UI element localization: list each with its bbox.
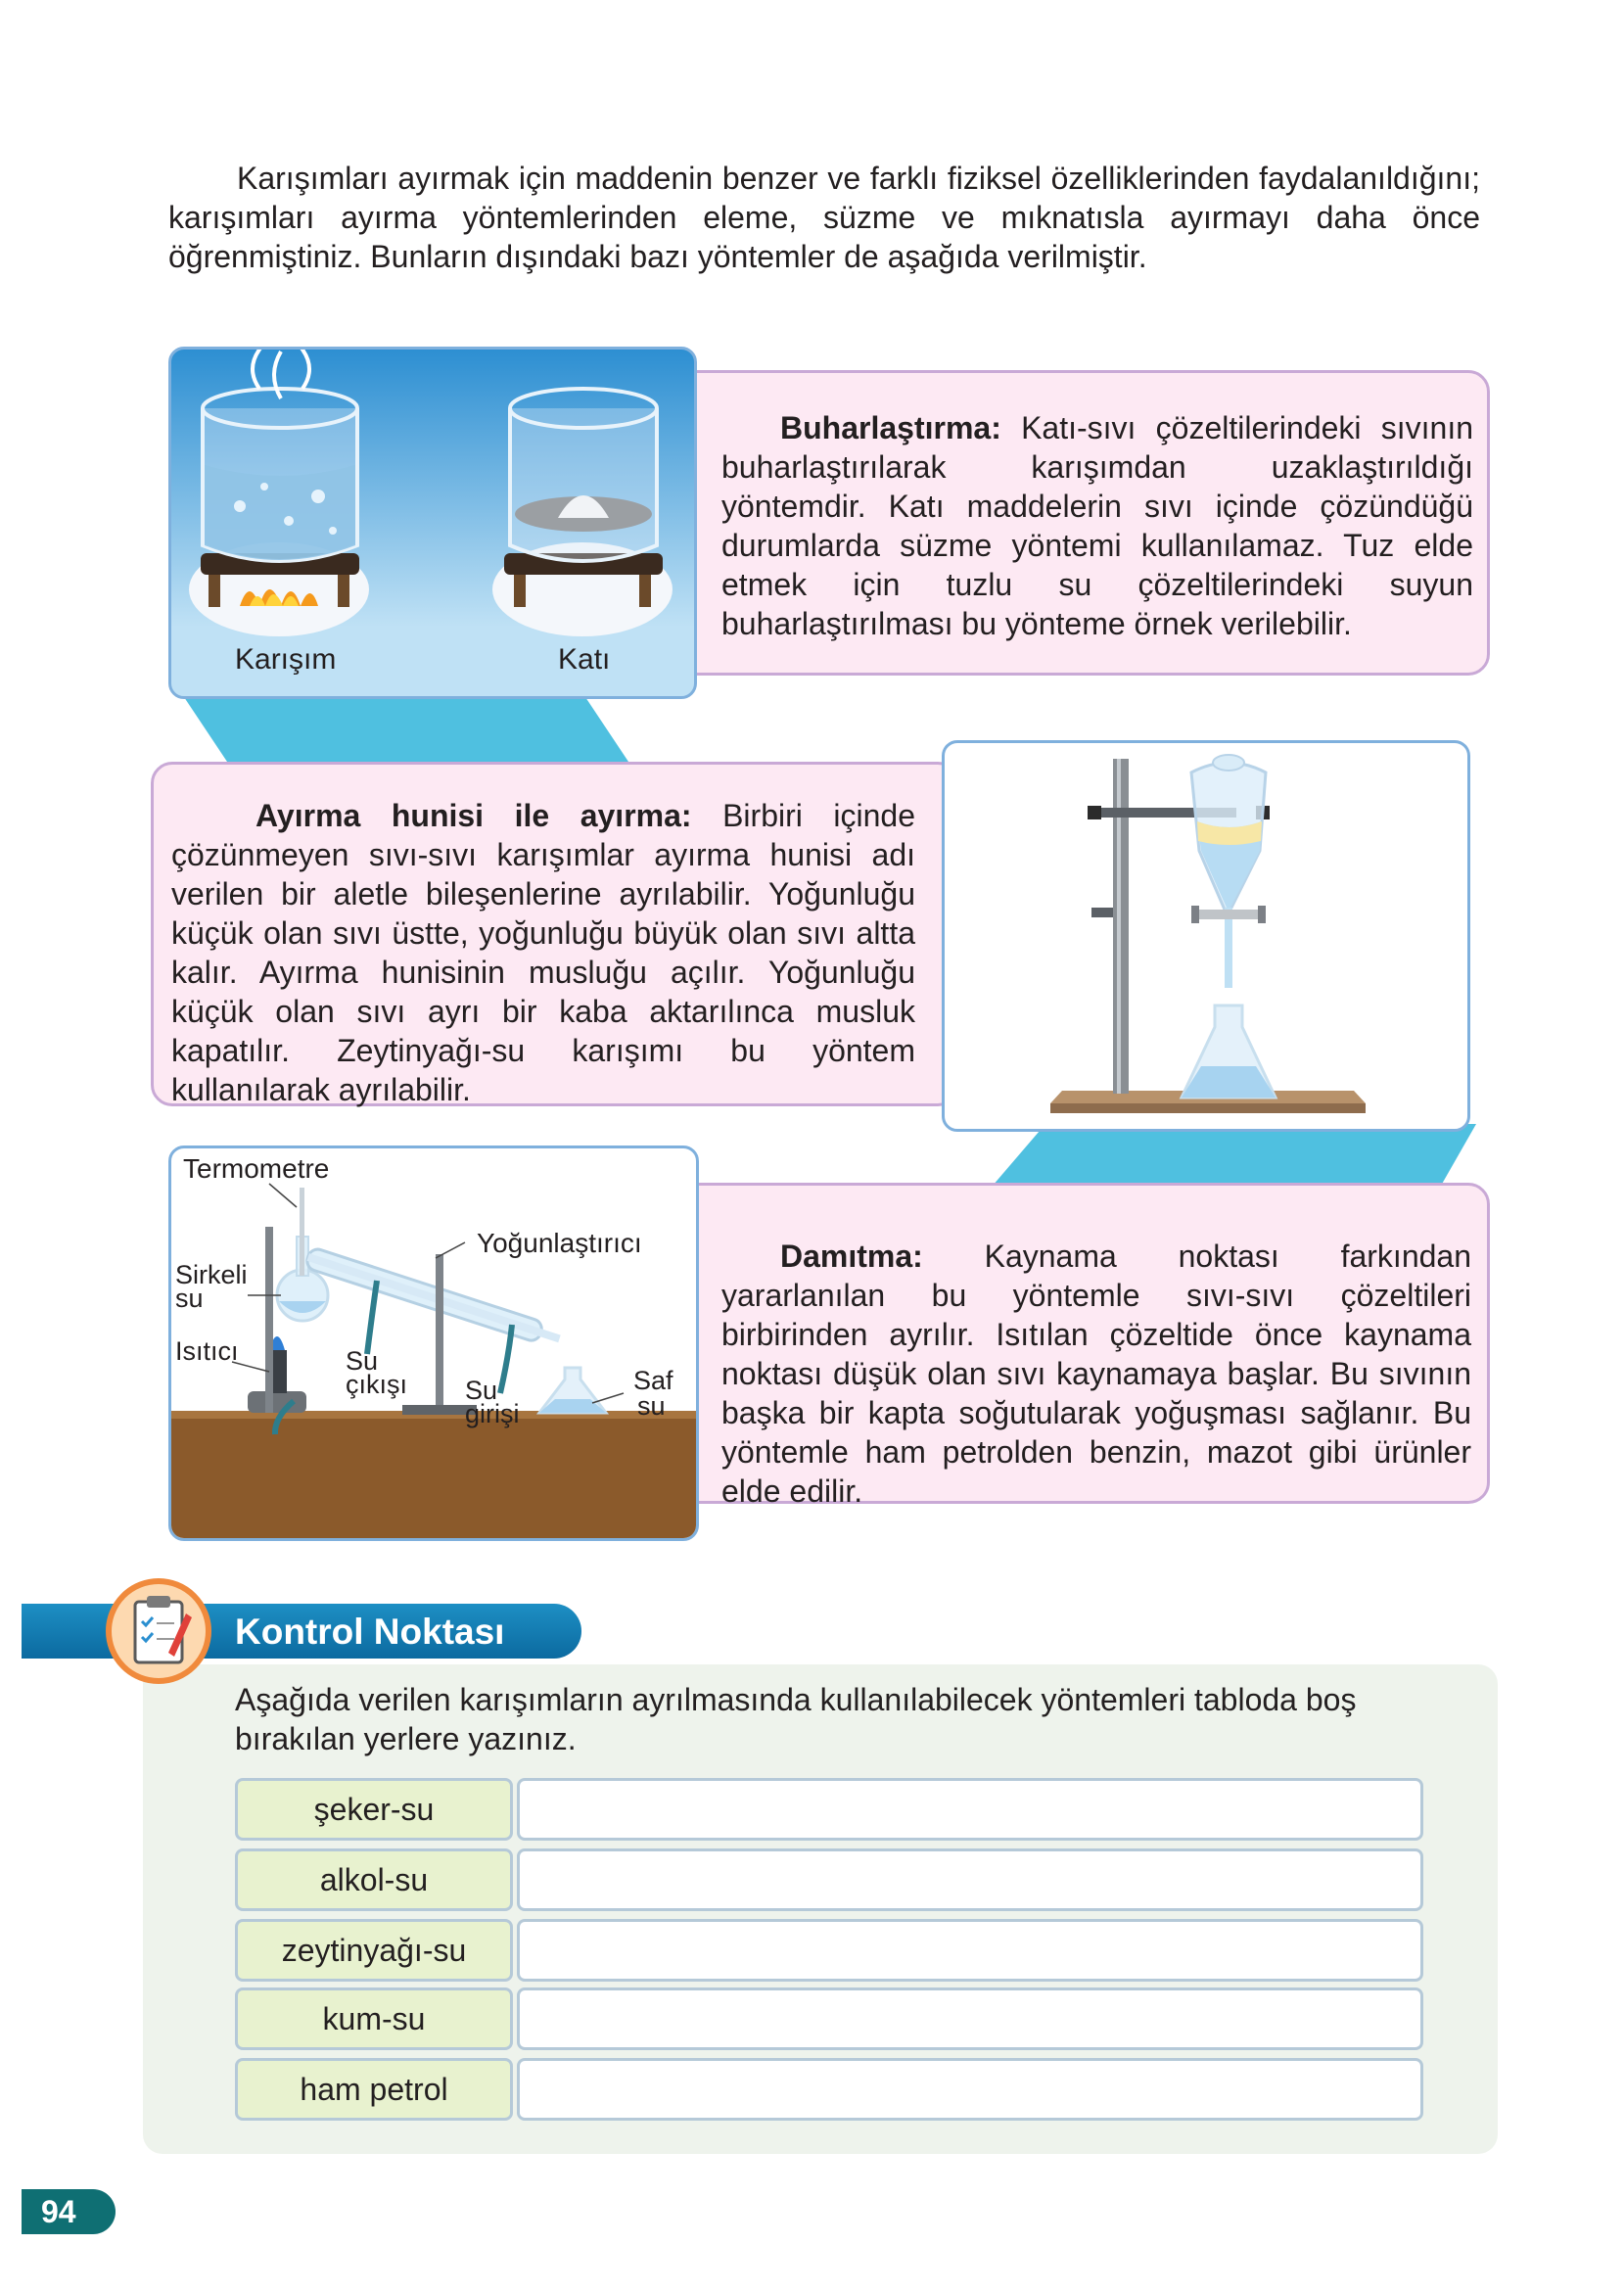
evaporation-text: Katı-sıvı çözeltilerindeki sıvının buharlaştırılarak karışımdan uzaklaştırıldığı yöntemdir. Katı maddelerin sıvı içinde çözündüğü durumlarda süzme yöntemi kullanılamaz. Tuz elde etmek için tuzlu su çözeltilerindeki suyun buharlaştırılması bu yönteme örnek verilebilir. bbox=[721, 410, 1473, 641]
answer-field[interactable] bbox=[517, 1778, 1423, 1841]
table-row-label: alkol-su bbox=[235, 1848, 513, 1911]
mixture-beaker bbox=[189, 350, 369, 636]
table-row-label: şeker-su bbox=[235, 1778, 513, 1841]
intro-paragraph: Karışımları ayırmak için maddenin benzer ve farklı fiziksel özelliklerinden faydalanıldığını; karışımları ayırma yöntemlerinden eleme, süzme ve mıknatısla ayırmayı daha önce öğrenmiştiniz. Bunların dışındaki bazı yöntemler de aşağıda verilmiştir. bbox=[168, 161, 1480, 274]
label-water-in-line1: Su bbox=[465, 1376, 498, 1405]
page-number: 94 bbox=[22, 2189, 116, 2234]
table-row-label: ham petrol bbox=[235, 2058, 513, 2121]
table-row-label: zeytinyağı-su bbox=[235, 1919, 513, 1982]
label-pure-water-line2: su bbox=[637, 1391, 666, 1421]
label-solid: Katı bbox=[558, 643, 611, 676]
evaporation-textbox bbox=[675, 370, 1490, 676]
label-thermometer: Termometre bbox=[183, 1153, 330, 1184]
label-vinegar-line1: Sirkeli bbox=[175, 1260, 248, 1289]
evaporation-title: Buharlaştırma: bbox=[780, 410, 1001, 445]
funnel-drawing bbox=[945, 743, 1470, 1132]
label-condenser: Yoğunlaştırıcı bbox=[477, 1228, 642, 1258]
distillation-text: Kaynama noktası farkından yararlanılan bu yöntemle sıvı-sıvı çözeltileri birbirinden ayrılır. Isıtılan çözeltide önce kaynama noktası düşük olan sıvı kaynamaya başlar. Bu sıvının başka bir kapta soğutularak yoğuşması sağlanır. Bu yöntemle ham petrolden benzin, mazot gibi ürünler elde edilir. bbox=[721, 1239, 1471, 1509]
clipboard-icon bbox=[106, 1578, 211, 1684]
table-row-label: kum-su bbox=[235, 1987, 513, 2050]
label-water-out-line2: çıkışı bbox=[346, 1370, 408, 1399]
solid-beaker bbox=[492, 389, 673, 636]
label-heater: Isıtıcı bbox=[175, 1336, 239, 1366]
answer-field[interactable] bbox=[517, 1987, 1423, 2050]
funnel-title: Ayırma hunisi ile ayırma: bbox=[255, 798, 692, 833]
distillation-drawing bbox=[171, 1148, 699, 1541]
answer-field[interactable] bbox=[517, 1919, 1423, 1982]
answer-field[interactable] bbox=[517, 1848, 1423, 1911]
distillation-illustration bbox=[168, 1146, 699, 1541]
kontrol-instruction: Aşağıda verilen karışımların ayrılmasında kullanılabilecek yöntemleri tabloda boş bırakılan yerlere yazınız. bbox=[235, 1682, 1357, 1756]
funnel-text: Birbiri içinde çözünmeyen sıvı-sıvı karışımlar ayırma hunisi adı verilen bir aletle bileşenlerine ayrılabilir. Yoğunluğu küçük olan sıvı üstte, yoğunluğu büyük olan sıvı altta kalır. Ayırma hunisinin musluğu açılır. Yoğunluğu küçük olan sıvı ayrı bir kaba aktarılınca musluk kapatılır. Zeytinyağı-su karışımı bu yöntem kullanılarak ayrılabilir. bbox=[171, 798, 915, 1107]
label-pure-water-line1: Saf bbox=[633, 1366, 673, 1395]
kontrol-title: Kontrol Noktası bbox=[235, 1612, 505, 1652]
label-mixture: Karışım bbox=[235, 643, 337, 676]
label-vinegar-line2: su bbox=[175, 1284, 204, 1313]
funnel-textbox bbox=[151, 762, 959, 1106]
evaporation-illustration bbox=[168, 347, 697, 699]
answer-field[interactable] bbox=[517, 2058, 1423, 2121]
distillation-title: Damıtma: bbox=[780, 1239, 923, 1274]
funnel-illustration bbox=[942, 740, 1470, 1132]
distillation-textbox bbox=[675, 1183, 1490, 1509]
label-water-out-line1: Su bbox=[346, 1346, 379, 1376]
label-water-in-line2: girişi bbox=[465, 1399, 520, 1428]
